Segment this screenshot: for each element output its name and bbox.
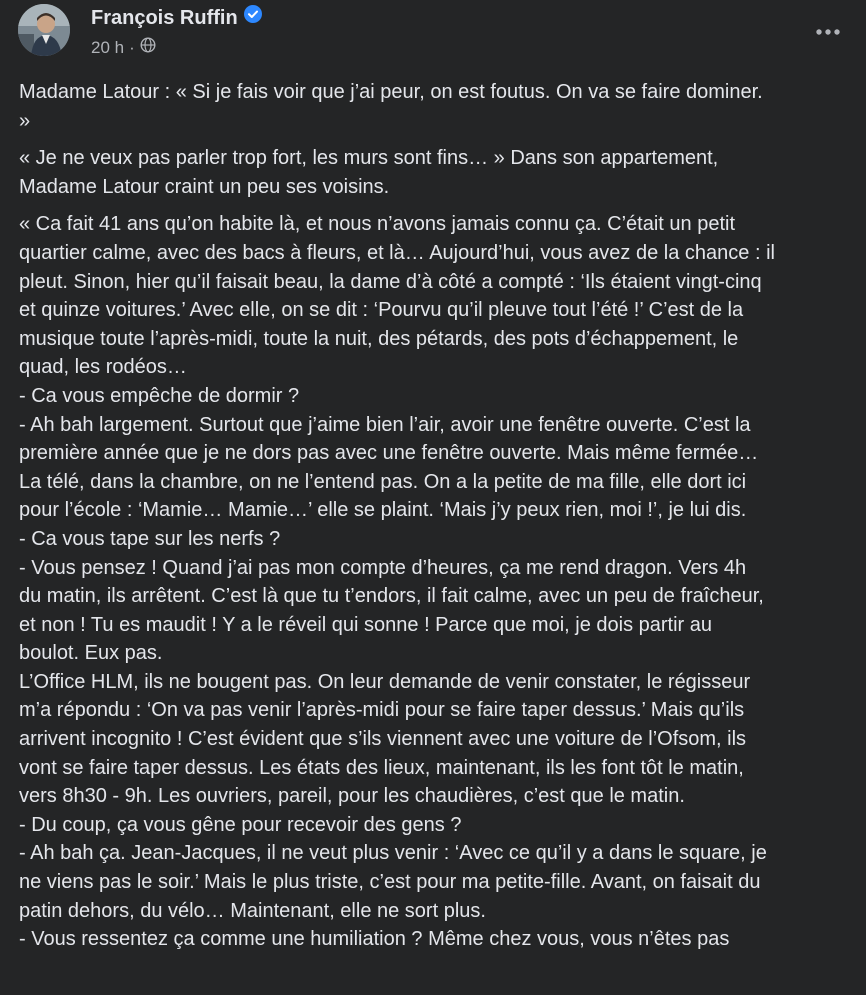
- text-line: et non ! Tu es maudit ! Y a le réveil qui sonne ! Parce que moi, je dois partir au: [19, 613, 712, 636]
- text-line: et quinze voitures.’ Avec elle, on se dit : ‘Pourvu qu’il pleuve tout l’été !’ C’est de la: [19, 299, 744, 322]
- text-line: - Ca vous empêche de dormir ?: [19, 384, 300, 407]
- text-line: - Ah bah ça. Jean-Jacques, il ne veut plus venir : ‘Avec ce qu’il y a dans le square, je: [19, 842, 767, 865]
- text-line: La télé, dans la chambre, on ne l’entend pas. On a la petite de ma fille, elle dort ici: [19, 470, 747, 493]
- verified-badge-icon: [244, 4, 262, 30]
- text-line: musique toute l’après-midi, toute la nuit, des pétards, des pots d’échappement, le: [19, 327, 739, 350]
- post-paragraph: [19, 210, 854, 953]
- text-line: première année que je ne dors pas avec une fenêtre ouverte. Mais même fermée…: [19, 442, 759, 465]
- text-line: quad, les rodéos…: [19, 356, 187, 379]
- avatar-photo: [18, 4, 70, 56]
- text-line: - Ca vous tape sur les nerfs ?: [19, 527, 281, 550]
- text-line: m’a répondu : ‘On va pas venir l’après-midi pour se faire taper dessus.’ Mais qu’ils: [19, 699, 745, 722]
- text-line: « Ca fait 41 ans qu’on habite là, et nous n’avons jamais connu ça. C’était un petit: [19, 213, 736, 236]
- text-line: « Je ne veux pas parler trop fort, les murs sont fins… » Dans son appartement,: [19, 147, 719, 170]
- text-line: Madame Latour : « Si je fais voir que j’ai peur, on est foutus. On va se faire dominer.: [19, 81, 763, 103]
- author-name-link[interactable]: [91, 5, 262, 31]
- post-timestamp[interactable]: 20 h: [91, 37, 125, 57]
- author-avatar[interactable]: [18, 4, 70, 56]
- post-paragraph: [19, 144, 854, 201]
- more-horizontal-icon: [815, 28, 841, 36]
- text-line: vers 8h30 - 9h. Les ouvriers, pareil, pour les chaudières, c’est que le matin.: [19, 785, 685, 808]
- text-line: pour l’école : ‘Mamie… Mamie…’ elle se plaint. ‘Mais j’y peux rien, moi !’, je lui dis.: [19, 499, 747, 522]
- text-line: - Vous ressentez ça comme une humiliation ? Même chez vous, vous n’êtes pas: [19, 928, 730, 951]
- more-options-button[interactable]: [802, 8, 854, 56]
- text-line: - Du coup, ça vous gêne pour recevoir des gens ?: [19, 813, 462, 836]
- post-meta: [91, 37, 156, 58]
- text-line: L’Office HLM, ils ne bougent pas. On leur demande de venir constater, le régisseur: [19, 670, 751, 693]
- text-line: patin dehors, du vélo… Maintenant, elle ne sort plus.: [19, 899, 486, 922]
- text-line: quartier calme, avec des bacs à fleurs, et là… Aujourd’hui, vous avez de la chance : il: [19, 241, 775, 264]
- text-line: - Ah bah largement. Surtout que j’aime bien l’air, avoir une fenêtre ouverte. C’est la: [19, 413, 751, 436]
- post-header: [0, 0, 866, 68]
- meta-separator: ·: [129, 37, 135, 57]
- text-line: Madame Latour craint un peu ses voisins.: [19, 175, 390, 198]
- text-line: ne viens pas le soir.’ Mais le plus triste, c’est pour ma petite-fille. Avant, on faisait du: [19, 871, 761, 894]
- text-line: - Vous pensez ! Quand j’ai pas mon compte d’heures, ça me rend dragon. Vers 4h: [19, 556, 747, 579]
- post-paragraph: [19, 78, 854, 135]
- text-line: boulot. Eux pas.: [19, 642, 163, 665]
- text-line: pleut. Sinon, hier qu’il faisait beau, la dame d’à côté a compté : ‘Ils étaient vingt-cinq: [19, 270, 762, 293]
- post-text: [19, 78, 854, 963]
- text-line: vont se faire taper dessus. Les états des lieux, maintenant, ils les font tôt le matin,: [19, 756, 744, 779]
- globe-icon[interactable]: [140, 37, 156, 58]
- author-name: François Ruffin: [91, 7, 238, 29]
- text-line: »: [19, 109, 31, 132]
- text-line: arrivent incognito ! C’est évident que s’ils viennent avec une voiture de l’Ofsom, ils: [19, 728, 747, 751]
- text-line: du matin, ils arrêtent. C’est là que tu t’endors, il fait calme, avec un peu de fraîcheur,: [19, 585, 764, 608]
